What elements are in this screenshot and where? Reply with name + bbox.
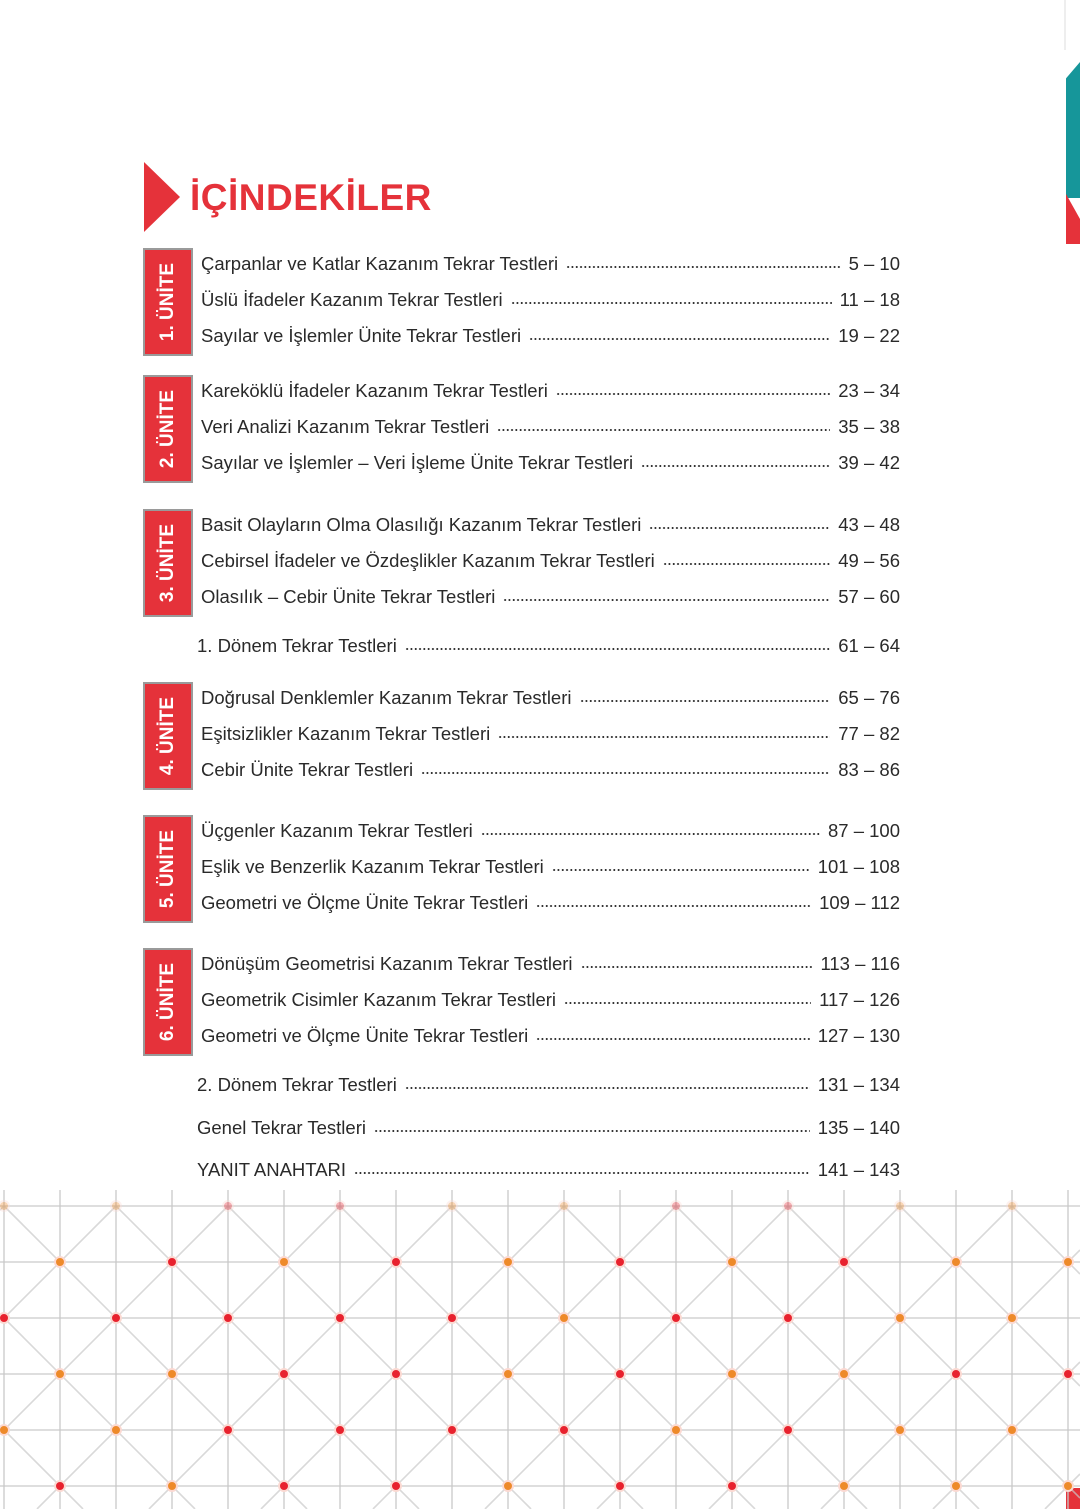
pattern-node <box>447 1425 457 1435</box>
pattern-node <box>167 1369 177 1379</box>
pattern-line <box>149 1206 452 1509</box>
entry-title: Doğrusal Denklemler Kazanım Tekrar Testleri <box>201 687 572 708</box>
pattern-node <box>783 1201 793 1211</box>
toc-entry[interactable] <box>201 686 900 710</box>
dot-leader <box>663 562 830 566</box>
dot-leader <box>374 1129 810 1133</box>
pattern-node <box>279 1481 289 1491</box>
dot-leader <box>566 265 840 269</box>
pattern-node <box>839 1257 849 1267</box>
pattern-node <box>1063 1481 1073 1491</box>
entry-pages: 87 – 100 <box>827 820 900 841</box>
dot-leader <box>641 464 830 468</box>
entry-pages: 35 – 38 <box>838 416 900 437</box>
pattern-node <box>615 1369 625 1379</box>
pattern-line <box>709 1206 1012 1509</box>
entry-title: Genel Tekrar Testleri <box>197 1117 366 1138</box>
pattern-node <box>951 1257 961 1267</box>
side-tab-decoration <box>1064 0 1078 50</box>
toc-entry[interactable] <box>201 324 900 348</box>
unit-badge <box>143 248 193 356</box>
toc-entry[interactable] <box>201 855 900 879</box>
pattern-node <box>1007 1425 1017 1435</box>
toc-entry[interactable] <box>201 819 900 843</box>
unit-section <box>143 248 900 356</box>
pattern-line <box>261 1206 564 1509</box>
toc-entry[interactable] <box>201 758 900 782</box>
pattern-node <box>503 1369 513 1379</box>
entry-title: Dönüşüm Geometrisi Kazanım Tekrar Testleri <box>201 953 573 974</box>
entry-title: Basit Olayların Olma Olasılığı Kazanım Tekrar Testleri <box>201 514 642 535</box>
entry-pages: 65 – 76 <box>838 687 900 708</box>
toc-entry[interactable] <box>201 585 900 609</box>
unit-section <box>143 682 900 790</box>
unit-badge <box>143 682 193 790</box>
pattern-node <box>1063 1257 1073 1267</box>
toc-entry[interactable] <box>201 513 900 537</box>
pattern-line <box>452 1206 755 1509</box>
dot-leader <box>649 526 830 530</box>
entry-pages: 83 – 86 <box>838 759 900 780</box>
entry-pages: 5 – 10 <box>848 253 900 274</box>
title-arrow-icon <box>144 162 180 232</box>
unit-label: 6. ÜNİTE <box>157 962 178 1042</box>
entry-pages: 127 – 130 <box>817 1025 900 1046</box>
pattern-node <box>727 1257 737 1267</box>
toc-entry[interactable] <box>197 634 900 658</box>
unit-label: 2. ÜNİTE <box>157 389 178 469</box>
entry-pages: 43 – 48 <box>838 514 900 535</box>
pattern-node <box>671 1313 681 1323</box>
pattern-node <box>1007 1201 1017 1211</box>
pattern-node <box>503 1257 513 1267</box>
pattern-line <box>228 1206 531 1509</box>
entry-pages: 141 – 143 <box>817 1159 900 1180</box>
entry-pages: 39 – 42 <box>838 452 900 473</box>
page-title: İÇİNDEKİLER <box>190 177 432 218</box>
unit-label: 3. ÜNİTE <box>157 523 178 603</box>
entry-pages: 113 – 116 <box>820 953 900 974</box>
toc-entry[interactable] <box>201 451 900 475</box>
toc-entry[interactable] <box>201 1024 900 1048</box>
entry-pages: 61 – 64 <box>838 635 900 656</box>
entry-pages: 19 – 22 <box>838 325 900 346</box>
dot-leader <box>354 1171 810 1175</box>
toc-entry[interactable] <box>201 288 900 312</box>
entry-title: Üçgenler Kazanım Tekrar Testleri <box>201 820 473 841</box>
dot-leader <box>511 301 832 305</box>
toc-entry[interactable] <box>201 988 900 1012</box>
dot-leader <box>498 735 830 739</box>
dot-leader <box>529 337 830 341</box>
pattern-node <box>167 1257 177 1267</box>
pattern-line <box>0 1314 195 1509</box>
pattern-node <box>615 1481 625 1491</box>
toc-entry[interactable] <box>197 1116 900 1140</box>
entry-title: YANIT ANAHTARI <box>197 1159 347 1180</box>
toc-entry[interactable] <box>201 722 900 746</box>
pattern-node <box>1007 1313 1017 1323</box>
entry-pages: 135 – 140 <box>817 1117 900 1138</box>
pattern-node <box>335 1313 345 1323</box>
pattern-node <box>839 1481 849 1491</box>
dot-leader <box>581 965 813 969</box>
pattern-line <box>0 1426 83 1509</box>
dot-leader <box>552 868 810 872</box>
unit-label: 5. ÜNİTE <box>157 829 178 909</box>
side-tab-teal <box>1066 62 1080 198</box>
dot-leader <box>405 1086 810 1090</box>
entry-title: Geometrik Cisimler Kazanım Tekrar Testleri <box>201 989 557 1010</box>
unit-section <box>143 948 900 1056</box>
dot-leader <box>503 598 830 602</box>
pattern-node <box>55 1257 65 1267</box>
pattern-node <box>447 1201 457 1211</box>
entry-pages: 49 – 56 <box>838 550 900 571</box>
toc-entry[interactable] <box>201 415 900 439</box>
toc-entry[interactable] <box>201 549 900 573</box>
entry-title: Eşitsizlikler Kazanım Tekrar Testleri <box>201 723 491 744</box>
entry-pages: 57 – 60 <box>838 586 900 607</box>
pattern-node <box>503 1481 513 1491</box>
pattern-node <box>559 1313 569 1323</box>
pattern-node <box>839 1369 849 1379</box>
entry-pages: 23 – 34 <box>838 380 900 401</box>
pattern-node <box>671 1201 681 1211</box>
pattern-node <box>279 1369 289 1379</box>
entry-pages: 109 – 112 <box>819 892 900 913</box>
pattern-line <box>37 1206 340 1509</box>
pattern-node <box>223 1313 233 1323</box>
pattern-node <box>223 1425 233 1435</box>
pattern-node <box>335 1201 345 1211</box>
pattern-node <box>0 1313 9 1323</box>
entry-title: Veri Analizi Kazanım Tekrar Testleri <box>201 416 490 437</box>
pattern-node <box>111 1313 121 1323</box>
pattern-node <box>391 1481 401 1491</box>
pattern-node <box>727 1369 737 1379</box>
pattern-line <box>4 1206 307 1509</box>
pattern-node <box>55 1369 65 1379</box>
toc-entry[interactable] <box>201 952 900 976</box>
entry-title: Eşlik ve Benzerlik Kazanım Tekrar Testleri <box>201 856 544 877</box>
pattern-node <box>279 1257 289 1267</box>
pattern-line <box>900 1206 1080 1386</box>
pattern-node <box>447 1313 457 1323</box>
pattern-node <box>559 1425 569 1435</box>
pattern-node <box>1063 1369 1073 1379</box>
entry-title: Sayılar ve İşlemler – Veri İşleme Ünite Tekrar Testleri <box>201 452 634 473</box>
entry-pages: 11 – 18 <box>839 289 900 310</box>
toc-entry[interactable] <box>197 1158 900 1182</box>
pattern-node <box>167 1481 177 1491</box>
dot-leader <box>536 904 811 908</box>
unit-section <box>143 509 900 617</box>
toc-entry[interactable] <box>201 379 900 403</box>
pattern-line <box>564 1206 867 1509</box>
entry-title: Kareköklü İfadeler Kazanım Tekrar Testleri <box>201 380 548 401</box>
unit-badge <box>143 948 193 1056</box>
pattern-node <box>111 1425 121 1435</box>
entry-title: Çarpanlar ve Katlar Kazanım Tekrar Testleri <box>201 253 559 274</box>
pattern-line <box>116 1206 419 1509</box>
pattern-line <box>340 1206 643 1509</box>
pattern-node <box>895 1201 905 1211</box>
pattern-line <box>821 1250 1080 1509</box>
side-tab-red <box>1066 194 1080 244</box>
entry-title: Geometri ve Ölçme Ünite Tekrar Testleri <box>201 1025 529 1046</box>
entry-title: Cebir Ünite Tekrar Testleri <box>201 759 414 780</box>
entry-pages: 77 – 82 <box>838 723 900 744</box>
toc-entry[interactable] <box>197 1073 900 1097</box>
unit-badge <box>143 815 193 923</box>
pattern-line <box>676 1206 979 1509</box>
entry-title: Olasılık – Cebir Ünite Tekrar Testleri <box>201 586 496 607</box>
pattern-node <box>391 1369 401 1379</box>
pattern-line <box>485 1206 788 1509</box>
pattern-node <box>895 1425 905 1435</box>
pattern-node <box>55 1481 65 1491</box>
pattern-line <box>373 1206 676 1509</box>
unit-badge <box>143 509 193 617</box>
pattern-node <box>0 1201 9 1211</box>
pattern-line <box>788 1206 1080 1498</box>
dot-leader <box>421 771 830 775</box>
entry-title: Üslü İfadeler Kazanım Tekrar Testleri <box>201 289 503 310</box>
pattern-node <box>895 1313 905 1323</box>
pattern-node <box>783 1425 793 1435</box>
unit-section <box>143 815 900 923</box>
toc-entry[interactable] <box>201 891 900 915</box>
unit-section <box>143 375 900 483</box>
dot-leader <box>564 1001 811 1005</box>
entry-title: Cebirsel İfadeler ve Özdeşlikler Kazanım Tekrar Testleri <box>201 550 655 571</box>
unit-label: 4. ÜNİTE <box>157 696 178 776</box>
pattern-node <box>951 1369 961 1379</box>
pattern-node <box>391 1257 401 1267</box>
pattern-node <box>559 1201 569 1211</box>
unit-label: 1. ÜNİTE <box>157 262 178 342</box>
pattern-node <box>335 1425 345 1435</box>
dot-leader <box>536 1037 809 1041</box>
dot-leader <box>497 428 830 432</box>
entry-pages: 101 – 108 <box>817 856 900 877</box>
entry-title: Geometri ve Ölçme Ünite Tekrar Testleri <box>201 892 529 913</box>
pattern-node <box>727 1481 737 1491</box>
dot-leader <box>556 392 830 396</box>
network-pattern-decoration <box>0 1190 1080 1509</box>
pattern-node <box>951 1481 961 1491</box>
dot-leader <box>405 647 830 651</box>
entry-pages: 117 – 126 <box>819 989 900 1010</box>
pattern-node <box>671 1425 681 1435</box>
entry-pages: 131 – 134 <box>817 1074 900 1095</box>
unit-badge <box>143 375 193 483</box>
pattern-line <box>1045 1474 1080 1509</box>
pattern-node <box>0 1425 9 1435</box>
toc-entry[interactable] <box>201 252 900 276</box>
pattern-node <box>111 1201 121 1211</box>
pattern-node <box>223 1201 233 1211</box>
pattern-line <box>597 1206 900 1509</box>
entry-title: 2. Dönem Tekrar Testleri <box>197 1074 397 1095</box>
dot-leader <box>580 699 831 703</box>
dot-leader <box>481 832 820 836</box>
pattern-node <box>615 1257 625 1267</box>
entry-title: 1. Dönem Tekrar Testleri <box>197 635 397 656</box>
entry-title: Sayılar ve İşlemler Ünite Tekrar Testleri <box>201 325 522 346</box>
pattern-node <box>783 1313 793 1323</box>
